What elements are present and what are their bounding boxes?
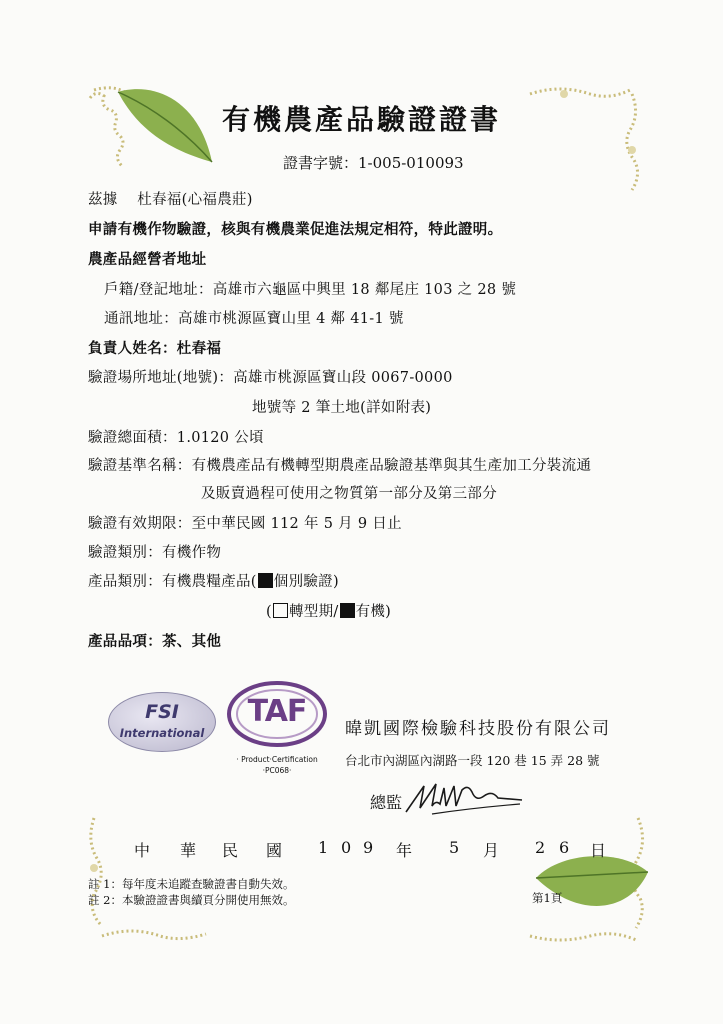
transition-organic-line bbox=[266, 600, 391, 621]
note-1: 註 1：每年度未追蹤查驗證書自動失效。 bbox=[88, 877, 295, 891]
date-day-unit: 日 bbox=[590, 841, 607, 860]
operator-address-heading: 農產品經營者地址 bbox=[88, 251, 207, 268]
product-items: 產品品項：茶、其他 bbox=[88, 633, 222, 650]
taf-caption-2: ·PC068· bbox=[262, 766, 292, 775]
grantee-label: 茲據 bbox=[88, 192, 118, 208]
page-number: 第1頁 bbox=[532, 891, 563, 905]
product-class-prefix: 產品類別：有機農糧產品( bbox=[88, 574, 257, 590]
date-year-unit: 年 bbox=[396, 841, 413, 860]
certificate-number: 證書字號：1-005-010093 bbox=[283, 154, 464, 172]
taf-logo-text: TAF bbox=[247, 694, 307, 729]
date-year-digit-3: 9 bbox=[363, 838, 374, 857]
responsible-person: 負責人姓名：杜春福 bbox=[88, 340, 222, 357]
statement: 申請有機作物驗證，核與有機農業促進法規定相符，特此證明。 bbox=[88, 221, 503, 238]
fsi-logo-text: FSI bbox=[145, 701, 179, 723]
product-class bbox=[88, 570, 339, 591]
date-year-digit-2: 0 bbox=[341, 838, 352, 857]
site-address-note: 地號等 2 筆土地(詳如附表) bbox=[252, 400, 432, 416]
date-char-min: 民 bbox=[222, 841, 239, 860]
organic-checkbox bbox=[340, 603, 355, 618]
organic-label: 有機) bbox=[355, 604, 392, 620]
issuer-address: 台北市內湖區內湖路一段 120 巷 15 弄 28 號 bbox=[345, 753, 600, 768]
certification-category: 驗證類別：有機作物 bbox=[88, 545, 222, 561]
site-address: 驗證場所地址(地號)：高雄市桃源區寶山段 0067-0000 bbox=[88, 370, 453, 386]
date-month-unit: 月 bbox=[483, 841, 500, 860]
date-month: 5 bbox=[449, 838, 460, 857]
date-char-zhong: 中 bbox=[134, 841, 151, 860]
grantee-name: 杜春福(心福農莊) bbox=[137, 192, 253, 208]
date-char-guo: 國 bbox=[266, 841, 283, 860]
taf-logo bbox=[226, 680, 328, 748]
issuer-company-name: 暐凱國際檢驗科技股份有限公司 bbox=[345, 719, 611, 739]
transition-period-checkbox bbox=[273, 603, 288, 618]
taf-caption-1: · Product·Certification bbox=[236, 755, 318, 764]
product-class-suffix: 個別驗證) bbox=[273, 574, 339, 590]
mailing-address: 通訊地址：高雄市桃源區寶山里 4 鄰 41-1 號 bbox=[104, 311, 404, 327]
fsi-international-logo bbox=[108, 692, 216, 752]
date-day-digit-1: 2 bbox=[535, 838, 546, 857]
date-char-hua: 華 bbox=[180, 841, 197, 860]
note-2: 註 2：本驗證證書與續頁分開使用無效。 bbox=[88, 893, 295, 907]
transition-period-label: 轉型期/ bbox=[288, 604, 339, 620]
director-signature bbox=[402, 778, 527, 818]
transition-open-paren: ( bbox=[266, 604, 272, 620]
individual-certification-checkbox bbox=[258, 573, 273, 588]
certificate-title: 有機農產品驗證證書 bbox=[221, 103, 501, 136]
standard-line-2: 及販賣過程可使用之物質第一部分及第三部分 bbox=[201, 486, 497, 502]
household-address: 戶籍/登記地址：高雄市六龜區中興里 18 鄰尾庄 103 之 28 號 bbox=[104, 282, 517, 298]
bottom-right-leaf-ornament bbox=[520, 808, 655, 948]
date-year-digit-1: 1 bbox=[318, 838, 329, 857]
director-label: 總監 bbox=[370, 793, 403, 812]
grantee-line bbox=[88, 188, 253, 209]
date-day-digit-2: 6 bbox=[559, 838, 570, 857]
standard-line-1: 驗證基準名稱：有機農產品有機轉型期農產品驗證基準與其生產加工分裝流通 bbox=[88, 458, 592, 474]
validity-period: 驗證有效期限：至中華民國 112 年 5 月 9 日止 bbox=[88, 516, 402, 532]
total-area: 驗證總面積：1.0120 公頃 bbox=[88, 430, 264, 446]
fsi-logo-subtext: International bbox=[119, 726, 205, 740]
